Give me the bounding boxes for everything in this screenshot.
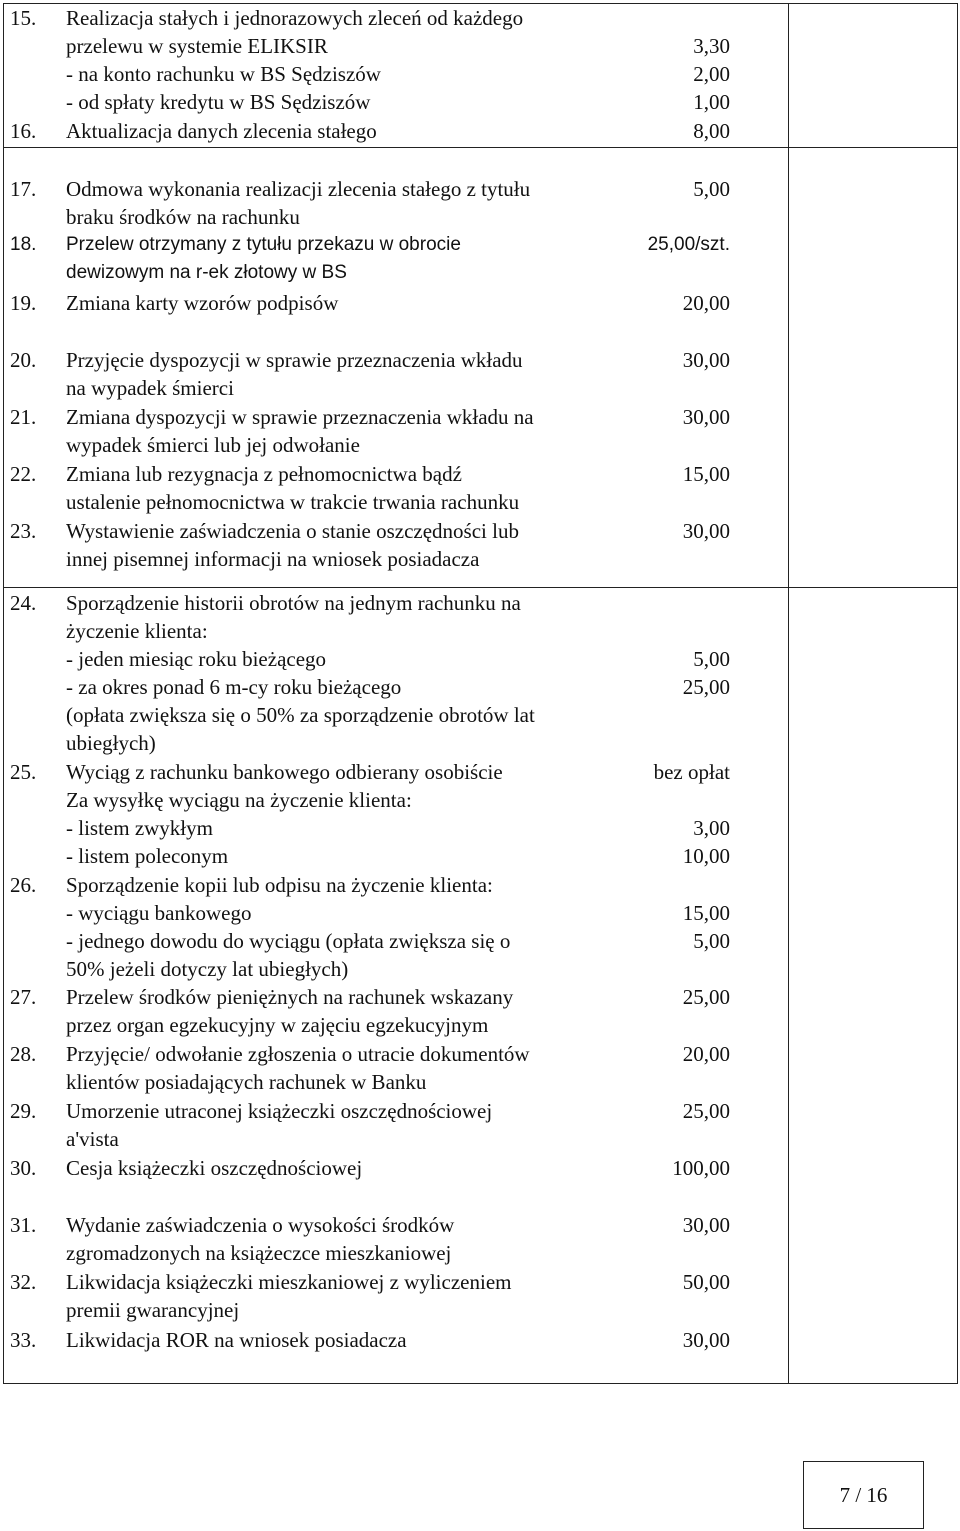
description-line: wypadek śmierci lub jej odwołanie [66, 433, 360, 457]
row-description [66, 289, 626, 317]
row-description [66, 117, 626, 145]
row-number: 32. [10, 1270, 37, 1294]
row-number: 28. [10, 1042, 37, 1066]
description-line: - od spłaty kredytu w BS Sędziszów [66, 90, 371, 114]
amount-line: bez opłat [653, 760, 730, 784]
row-amount [683, 1040, 730, 1068]
amount-line: 30,00 [682, 348, 730, 372]
page-number: 7 / 16 [803, 1461, 924, 1529]
description-line: Zmiana lub rezygnacja z pełnomocnictwa bądź [66, 462, 462, 486]
row-amount [683, 871, 730, 955]
row-amount [683, 983, 730, 1011]
row-description [66, 460, 626, 516]
description-line: - jeden miesiąc roku bieżącego [66, 647, 327, 671]
row-description [66, 758, 626, 870]
table-border-right [957, 3, 958, 1383]
row-description [66, 983, 626, 1039]
amount-line: 25,00 [682, 985, 730, 1009]
row-number: 17. [10, 177, 37, 201]
description-line: Zmiana dyspozycji w sprawie przeznaczenia wkładu na [66, 405, 534, 429]
row-description [66, 403, 626, 459]
description-line: Aktualizacja danych zlecenia stałego [66, 119, 377, 143]
description-line: przelewu w systemie ELIKSIR [66, 34, 328, 58]
row-description [66, 1097, 626, 1153]
description-line: - na konto rachunku w BS Sędziszów [66, 62, 381, 86]
description-line: klientów posiadających rachunek w Banku [66, 1070, 427, 1094]
description-line: Wyciąg z rachunku bankowego odbierany osobiście [66, 760, 503, 784]
section-divider [3, 147, 958, 148]
description-line: Przyjęcie dyspozycji w sprawie przeznaczenia wkładu [66, 348, 523, 372]
description-line: Realizacja stałych i jednorazowych zleceń od każdego [66, 6, 524, 30]
description-line: - listem zwykłym [66, 816, 213, 840]
amount-line: 5,00 [693, 647, 730, 671]
description-line: - jednego dowodu do wyciągu (opłata zwiększa się o [66, 929, 511, 953]
row-amount [654, 758, 730, 870]
table-border-left [3, 3, 4, 1383]
amount-line: 20,00 [682, 291, 730, 315]
amount-line [693, 4, 730, 32]
amount-line: 25,00 [682, 1099, 730, 1123]
description-line: na wypadek śmierci [66, 376, 234, 400]
section-divider [3, 587, 958, 588]
row-number: 27. [10, 985, 37, 1009]
amount-line: 3,30 [693, 34, 730, 58]
description-line: Przyjęcie/ odwołanie zgłoszenia o utracie dokumentów [66, 1042, 530, 1066]
description-line: (opłata zwiększa się o 50% za sporządzenie obrotów lat [66, 703, 535, 727]
row-description [66, 1268, 626, 1324]
row-number: 30. [10, 1156, 37, 1180]
row-description [66, 589, 626, 757]
row-description [66, 1326, 626, 1354]
row-amount [683, 517, 730, 545]
amount-line: 20,00 [682, 1042, 730, 1066]
row-number: 18. [10, 234, 37, 255]
description-line: Wystawienie zaświadczenia o stanie oszczędności lub [66, 519, 519, 543]
row-amount [683, 403, 730, 431]
row-description [66, 346, 626, 402]
row-number: 25. [10, 760, 37, 784]
description-line: Sporządzenie historii obrotów na jednym rachunku na [66, 591, 521, 615]
amount-line: 15,00 [682, 901, 730, 925]
description-line: zgromadzonych na książeczce mieszkaniowej [66, 1241, 452, 1265]
row-description [66, 1211, 626, 1267]
amount-line: 5,00 [693, 929, 730, 953]
description-line: Wydanie zaświadczenia o wysokości środków [66, 1213, 455, 1237]
row-number: 19. [10, 291, 37, 315]
amount-line: 2,00 [693, 62, 730, 86]
description-line: - za okres ponad 6 m-cy roku bieżącego [66, 675, 402, 699]
row-amount [648, 231, 730, 259]
description-line: dewizowym na r-ek złotowy w BS [66, 262, 347, 283]
row-amount [683, 1097, 730, 1125]
row-amount [683, 289, 730, 317]
amount-line: 10,00 [682, 844, 730, 868]
row-description [66, 517, 626, 573]
row-amount [693, 175, 730, 203]
description-line: braku środków na rachunku [66, 205, 300, 229]
amount-line: 30,00 [682, 519, 730, 543]
table-border-bottom [3, 1383, 958, 1384]
row-description [66, 1154, 626, 1182]
row-amount [693, 4, 730, 116]
description-line: Sporządzenie kopii lub odpisu na życzenie klienta: [66, 873, 493, 897]
row-description [66, 4, 626, 116]
row-amount [693, 117, 730, 145]
row-number: 22. [10, 462, 37, 486]
amount-line: 1,00 [693, 90, 730, 114]
amount-line: 25,00/szt. [647, 234, 730, 255]
description-line: Umorzenie utraconej książeczki oszczędnościowej [66, 1099, 493, 1123]
row-amount [683, 589, 730, 701]
description-line: Przelew środków pieniężnych na rachunek wskazany [66, 985, 514, 1009]
description-line: życzenie klienta: [66, 619, 208, 643]
description-line: Likwidacja ROR na wniosek posiadacza [66, 1328, 407, 1352]
description-line: ubiegłych) [66, 731, 156, 755]
description-line: Zmiana karty wzorów podpisów [66, 291, 339, 315]
row-amount [683, 460, 730, 488]
description-line: - listem poleconym [66, 844, 229, 868]
description-line: przez organ egzekucyjny w zajęciu egzekucyjnym [66, 1013, 489, 1037]
row-description [66, 231, 626, 287]
amount-line [683, 617, 730, 645]
description-line: innej pisemnej informacji na wniosek posiadacza [66, 547, 480, 571]
amount-line: 25,00 [682, 675, 730, 699]
row-amount [683, 1268, 730, 1296]
row-number: 16. [10, 119, 37, 143]
row-amount [683, 1211, 730, 1239]
column-divider [788, 3, 789, 1383]
description-line: Likwidacja książeczki mieszkaniowej z wyliczeniem [66, 1270, 512, 1294]
amount-line: 30,00 [682, 1328, 730, 1352]
row-number: 29. [10, 1099, 37, 1123]
amount-line: 15,00 [682, 462, 730, 486]
amount-line: 5,00 [693, 177, 730, 201]
row-amount [672, 1154, 730, 1182]
description-line: premii gwarancyjnej [66, 1298, 240, 1322]
row-number: 20. [10, 348, 37, 372]
amount-line: 8,00 [693, 119, 730, 143]
amount-line: 50,00 [682, 1270, 730, 1294]
row-amount [683, 346, 730, 374]
description-line: Przelew otrzymany z tytułu przekazu w obrocie [66, 234, 461, 255]
amount-line: 30,00 [682, 405, 730, 429]
amount-line: 100,00 [672, 1156, 730, 1180]
description-line: Odmowa wykonania realizacji zlecenia stałego z tytułu [66, 177, 531, 201]
description-line: 50% jeżeli dotyczy lat ubiegłych) [66, 957, 349, 981]
row-number: 23. [10, 519, 37, 543]
description-line: Cesja książeczki oszczędnościowej [66, 1156, 363, 1180]
row-description [66, 871, 626, 983]
amount-line [654, 786, 730, 814]
description-line: ustalenie pełnomocnictwa w trakcie trwania rachunku [66, 490, 520, 514]
row-number: 15. [10, 6, 37, 30]
row-amount [683, 1326, 730, 1354]
row-number: 24. [10, 591, 37, 615]
amount-line [683, 871, 730, 899]
row-description [66, 1040, 626, 1096]
description-line: a'vista [66, 1127, 119, 1151]
amount-line: 3,00 [693, 816, 730, 840]
description-line: Za wysyłkę wyciągu na życzenie klienta: [66, 788, 412, 812]
description-line: - wyciągu bankowego [66, 901, 252, 925]
amount-line: 30,00 [682, 1213, 730, 1237]
row-number: 21. [10, 405, 37, 429]
row-number: 31. [10, 1213, 37, 1237]
row-number: 33. [10, 1328, 37, 1352]
amount-line [683, 589, 730, 617]
row-number: 26. [10, 873, 37, 897]
row-description [66, 175, 626, 231]
